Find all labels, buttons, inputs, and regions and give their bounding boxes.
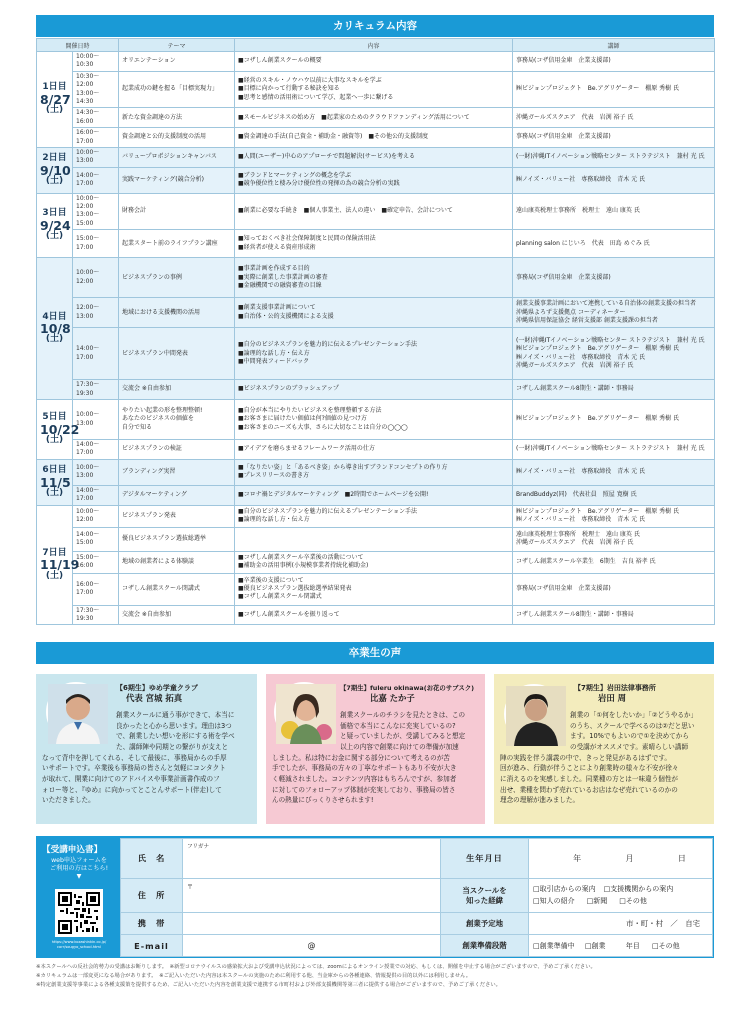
name-label: 氏 名	[121, 839, 183, 879]
session-content: ■自分が本当にやりたいビジネスを整理整頓する方法 ■お客さまに届けたい価値は何?価値の見つけ方 ■お客さまのニーズも大事、さらに大切なことは自分の◯◯◯	[235, 400, 513, 440]
day-label: 7日目 11/19 (土)	[37, 505, 73, 625]
session-instructor: (一財)沖縄ITイノベーション戦略センター ストラテジスト 兼村 光 氏 ㈱ビジョンプロジェクト Be.アグリゲーター 棚原 秀樹 氏 ㈱ノイズ・バリュー社 専務取締役 青木 元 氏 沖縄ガールズスクエア 代表 岩渕 裕子 氏	[513, 328, 715, 380]
form-side-title: 【受講申込書】	[42, 845, 103, 855]
graduate-card-1	[36, 674, 257, 824]
session-instructor: (一財)沖縄ITイノベーション戦略センター ストラテジスト 兼村 光 氏	[513, 147, 715, 167]
email-label: E-mail	[121, 935, 183, 957]
graduate-class-2: 【7期生】fuleru okinawa(お花のサブスク)	[340, 684, 475, 692]
curriculum-title: カリキュラム内容	[36, 15, 714, 37]
session-theme: 交流会 ※自由参加	[119, 605, 235, 625]
curriculum-table	[36, 38, 715, 625]
day-label: 5日目 10/22 (土)	[37, 400, 73, 460]
session-theme: ビジネスプランの事例	[119, 258, 235, 298]
session-content: ■アイデアを磨らませるフレームワーク活用の仕方	[235, 440, 513, 460]
stage-option-founded[interactable]: □創業	[584, 941, 606, 950]
session-theme: バリュープロポジションキャンバス	[119, 147, 235, 167]
birth-year-label: 年	[573, 854, 582, 863]
session-content	[235, 527, 513, 551]
session-time: 10:00〜13:00	[73, 147, 119, 167]
session-theme: ビジネスプラン中間発表	[119, 328, 235, 380]
source-option-friend[interactable]: □知人の紹介	[533, 896, 575, 905]
session-instructor: コザしん創業スクール卒業生 6期生 吉良 裕孝 氏	[513, 551, 715, 573]
stage-option-other[interactable]: □その他	[651, 941, 680, 950]
session-theme: 資金調達と公的支援制度の活用	[119, 128, 235, 148]
session-instructor: ㈱ビジョンプロジェクト Be.アグリゲーター 棚原 秀樹 氏	[513, 400, 715, 440]
curriculum-header-row	[37, 39, 715, 52]
birth-month-label: 月	[625, 854, 634, 863]
session-content: ■経営のスキル・ノウハウ以前に大事なスキルを学ぶ ■目標に向かって行動する秘訣を知る ■思考と感情の活用術について学び、起業へ一歩に繋げる	[235, 71, 513, 108]
curriculum-row	[37, 52, 715, 72]
graduate-heading-1	[116, 684, 198, 705]
curriculum-row	[37, 298, 715, 328]
session-theme: デジタルマーケティング	[119, 485, 235, 505]
session-content: ■知っておくべき社会保障制度と民間の保険活用法 ■経営者が使える資産形成術	[235, 230, 513, 258]
session-instructor: 遠山康英税理士事務所 税理士 遠山 康英 氏 沖縄ガールズスクエア 代表 岩渕 裕子 氏	[513, 527, 715, 551]
session-content: ■コザしん創業スクールの概要	[235, 52, 513, 72]
address-label: 住 所	[121, 879, 183, 913]
arrow-down-icon: ▼	[76, 873, 82, 881]
session-theme: ビジネスプランの検証	[119, 440, 235, 460]
curriculum-row	[37, 551, 715, 573]
session-instructor: 沖縄ガールズスクエア 代表 岩渕 裕子 氏	[513, 108, 715, 128]
session-instructor: ㈱ノイズ・バリュー社 専務取締役 青木 元 氏	[513, 167, 715, 193]
session-theme: 交流会 ※自由参加	[119, 380, 235, 400]
session-theme: ビジネスプラン発表	[119, 505, 235, 527]
source-label: 当スクールを 知った経緯	[441, 879, 529, 913]
session-time: 14:00〜17:00	[73, 328, 119, 380]
session-content: ■資金調達の手法(自己資金・補助金・融資等) ■その他公的支援制度	[235, 128, 513, 148]
session-theme: やりたい起業の形を整理整頓! あなたのビジネスの価値を 自分で知る	[119, 400, 235, 440]
qr-code-icon	[58, 892, 100, 934]
session-instructor: ㈱ビジョンプロジェクト Be.アグリゲーター 棚原 秀樹 氏	[513, 71, 715, 108]
curriculum-row	[37, 400, 715, 440]
name-field[interactable]	[183, 839, 441, 879]
form-grid	[120, 838, 713, 957]
session-time: 15:00〜16:00	[73, 551, 119, 573]
graduate-heading-2	[340, 684, 474, 704]
session-time: 14:30〜16:00	[73, 108, 119, 128]
curriculum-row	[37, 505, 715, 527]
graduates-title: 卒業生の声	[36, 642, 714, 664]
session-instructor: ㈱ビジョンプロジェクト Be.アグリゲーター 棚原 秀樹 氏 ㈱ノイズ・バリュー社 専務取締役 青木 元 氏	[513, 505, 715, 527]
graduate-text-1: 創業スクールに通う事ができて、本当に 良かったと心から思います。理由は3つ で、創業したい想いを形にする術を学べ た、講師陣や同期との繋がりが支えと なって背中を押してくれる、そして最後に、事務局からの手厚 いサポートです。卒業後も事務局の皆さんと気軽にコンタクト が取れて、開業に向けてのアドバイスや事業計画書作成のフ ォロー等と、『ゆめ』に向かってとことんサポート(伴走)して いただきました。	[42, 711, 235, 805]
stage-options[interactable]	[529, 935, 713, 957]
form-url[interactable]: https://www.kozashinkin.co.jp/ corr/sougyo_school.html	[51, 940, 107, 949]
session-content: ■コロナ禍とデジタルマーケティング ■2時間でホームページを公開!	[235, 485, 513, 505]
session-instructor: 事務局(コザ信用金庫 企業支援部)	[513, 52, 715, 72]
session-time: 10:00〜12:00 13:00〜15:00	[73, 193, 119, 230]
curriculum-row	[37, 328, 715, 380]
curriculum-row	[37, 459, 715, 485]
session-content: ■ビジネスプランのブラッシュアップ	[235, 380, 513, 400]
birth-day-label: 日	[677, 854, 686, 863]
session-instructor: 事務局(コザ信用金庫 企業支援部)	[513, 128, 715, 148]
furigana-label: フリガナ	[187, 844, 210, 850]
email-field[interactable]: @	[183, 935, 441, 957]
session-time: 14:00〜17:00	[73, 167, 119, 193]
session-instructor: ㈱ノイズ・バリュー社 専務取締役 青木 元 氏	[513, 459, 715, 485]
planned-location-field[interactable]: 市・町・村 ／ 自宅	[529, 913, 713, 935]
session-time: 10:00〜13:00	[73, 400, 119, 440]
session-theme: 起業成功の鍵を握る「目標実現力」	[119, 71, 235, 108]
day-label: 3日目 9/24 (土)	[37, 193, 73, 258]
session-time: 10:00〜10:30	[73, 52, 119, 72]
footnote-1: ※本スクールへの反社会的勢力の受講はお断りします。 ※新型コロナウイルスの感染拡大および受講申込状況によっては、zoomによるオンライン授業での対応、もしくは、開催を中止する場合がございますので、予めご了承ください。	[36, 964, 596, 970]
graduate-heading-3	[574, 684, 656, 705]
graduate-name-1: 代表 宮城 拓真	[126, 693, 183, 704]
curriculum-row	[37, 440, 715, 460]
session-time: 12:00〜13:00	[73, 298, 119, 328]
source-option-newspaper[interactable]: □新聞	[586, 896, 608, 905]
form-side-panel	[38, 838, 120, 956]
stage-option-preparing[interactable]: □創業準備中	[533, 941, 575, 950]
mobile-field[interactable]	[183, 913, 441, 935]
source-options[interactable]	[529, 879, 713, 913]
header-datetime: 開催日時	[37, 39, 119, 52]
session-content: ■事業計画を作成する目的 ■実際に創業した事業計画の審査 ■金融機関での融資審査の目線	[235, 258, 513, 298]
curriculum-row	[37, 128, 715, 148]
session-theme: 地域の創業者による体験談	[119, 551, 235, 573]
session-content: ■「なりたい姿」と「あるべき姿」から導き出すブランドコンセプトの作り方 ■プレスリリースの書き方	[235, 459, 513, 485]
source-option-other[interactable]: □その他	[619, 896, 647, 905]
session-instructor: 遠山康英税理士事務所 税理士 遠山 康英 氏	[513, 193, 715, 230]
session-content: ■創業支援事業計画について ■自治体・公的支援機関による支援	[235, 298, 513, 328]
session-time: 14:00〜15:00	[73, 527, 119, 551]
header-theme: テーマ	[119, 39, 235, 52]
birth-label: 生年月日	[441, 839, 529, 879]
curriculum-body	[37, 52, 715, 625]
session-instructor: planning salon にじいろ 代表 田島 めぐみ 氏	[513, 230, 715, 258]
curriculum-row	[37, 71, 715, 108]
session-instructor: BrandBuddyz(同) 代表社員 照屋 寛樹 氏	[513, 485, 715, 505]
curriculum-row	[37, 258, 715, 298]
session-content: ■スモールビジネスの始め方 ■起業家のためのクラウドファンディング活用について	[235, 108, 513, 128]
footnote-2: ※カリキュラムは一部変更になる場合があります。 ※ご記入いただいた内容は本スクールの実施のために利用する他、当金庫からの各種連絡、情報提供の目的以外には利用しません。	[36, 973, 472, 979]
graduate-card-2	[266, 674, 485, 824]
session-theme: 財務会計	[119, 193, 235, 230]
session-instructor: コザしん創業スクール8期生・講師・事務局	[513, 605, 715, 625]
session-content: ■人間(ユーザー)中心のアプローチで問題解決(サービス)を考える	[235, 147, 513, 167]
session-theme: 実践マーケティング(競合分析)	[119, 167, 235, 193]
graduate-class-1: 【6期生】ゆめ学童クラブ	[116, 684, 198, 692]
session-instructor: コザしん創業スクール8期生・講師・事務局	[513, 380, 715, 400]
session-instructor: (一財)沖縄ITイノベーション戦略センター ストラテジスト 兼村 光 氏	[513, 440, 715, 460]
application-form	[36, 836, 714, 958]
day-label: 6日目 11/5 (土)	[37, 459, 73, 505]
graduate-text-3: 創業の「①何をしたいか」「②どうやるか」 のうち、スクールで学べるのは②だと思い ます。10%でもよいので①を決めてから の受講がオススメです。素晴らしい講師 陣の実践を伴う講義の中で、きっと発見があるはずです。 回が進み、行動が伴うことにより創業時の様々な不安が徐々 に消えるのを実感しました。同業種の方とは一味違う個性が 出せ、業種を問わず売れているお店はなぜ売れているのかの 理念の理解が進みました。	[500, 711, 698, 805]
session-content: ■ブランドとマーケティングの概念を学ぶ ■競争優位性と棲み分け優位性の発揮の為の競合分析の実践	[235, 167, 513, 193]
postal-mark: 〒	[187, 884, 194, 891]
curriculum-row	[37, 167, 715, 193]
session-content: ■コザしん創業スクール卒業後の活動について ■補助金の活用事例(小規模事業者持続化補助金)	[235, 551, 513, 573]
session-time: 10:00〜12:00	[73, 505, 119, 527]
session-time: 17:30〜19:30	[73, 380, 119, 400]
session-instructor: 事務局(コザ信用金庫 企業支援部)	[513, 573, 715, 605]
mobile-label: 携 帯	[121, 913, 183, 935]
curriculum-row	[37, 193, 715, 230]
session-instructor: 創業支援事業計画において連携している自治体の創業支援の担当者 沖縄県よろず支援拠点 コーディネーター 沖縄県信用保証協会 経営支援部 創業支援課の担当者	[513, 298, 715, 328]
graduate-name-3: 岩田 周	[598, 693, 627, 704]
session-time: 17:30〜19:30	[73, 605, 119, 625]
header-content: 内容	[235, 39, 513, 52]
session-time: 16:00〜17:00	[73, 128, 119, 148]
session-time: 10:00〜12:00	[73, 258, 119, 298]
curriculum-row	[37, 230, 715, 258]
graduate-card-3	[494, 674, 714, 824]
session-time: 14:00〜17:00	[73, 485, 119, 505]
session-content: ■自分のビジネスプランを魅力的に伝えるプレゼンテーション手法 ■論理的な話し方・伝え方 ■中間発表フィードバック	[235, 328, 513, 380]
session-time: 10:00〜13:00	[73, 459, 119, 485]
birthdate-field[interactable]	[529, 839, 713, 879]
footnotes	[36, 963, 726, 990]
session-theme: 地域における支援機関の活用	[119, 298, 235, 328]
session-content: ■卒業後の支援について ■優良ビジネスプラン選抜総選挙結果発表 ■コザしん創業スクール閉講式	[235, 573, 513, 605]
stage-option-years: 年目	[625, 941, 640, 950]
curriculum-row	[37, 527, 715, 551]
stage-label: 創業準備段階	[441, 935, 529, 957]
planned-label: 創業予定地	[441, 913, 529, 935]
session-theme: コザしん創業スクール閉講式	[119, 573, 235, 605]
session-content: ■自分のビジネスプランを魅力的に伝えるプレゼンテーション手法 ■論理的な話し方・伝え方	[235, 505, 513, 527]
form-side-note: web申込フォームを ご利用の方はこちら! ▼	[38, 857, 120, 881]
session-content: ■創業に必要な手続き ■個人事業主、法人の違い ■確定申告、会計について	[235, 193, 513, 230]
session-content: ■コザしん創業スクールを振り返って	[235, 605, 513, 625]
curriculum-row	[37, 380, 715, 400]
session-theme: 起業スタート前のライフプラン講座	[119, 230, 235, 258]
address-field[interactable]	[183, 879, 441, 913]
session-time: 15:00〜17:00	[73, 230, 119, 258]
day-label: 1日目 8/27 (土)	[37, 52, 73, 148]
curriculum-row	[37, 147, 715, 167]
session-theme: 優良ビジネスプラン選抜総選挙	[119, 527, 235, 551]
curriculum-row	[37, 605, 715, 625]
session-theme: 新たな資金調達の方法	[119, 108, 235, 128]
curriculum-row	[37, 573, 715, 605]
graduate-class-3: 【7期生】岩田法律事務所	[574, 684, 656, 692]
footnote-3: ※特定創業支援等事業による各種支援策を提供するため、ご記入いただいた内容を創業支援で連携する市町村および外部支援機関等第三者に提供する場合がございますので、予めご了承ください。	[36, 982, 501, 988]
session-time: 16:00〜17:00	[73, 573, 119, 605]
source-option-support[interactable]: □支援機関からの案内	[603, 884, 674, 893]
curriculum-row	[37, 485, 715, 505]
qr-code[interactable]	[55, 889, 103, 937]
session-instructor: 事務局(コザ信用金庫 企業支援部)	[513, 258, 715, 298]
curriculum-row	[37, 108, 715, 128]
source-option-branch[interactable]: □取引店からの案内	[533, 884, 596, 893]
session-time: 10:30〜12:00 13:00〜14:30	[73, 71, 119, 108]
session-theme: ブランディング実習	[119, 459, 235, 485]
session-theme: オリエンテーション	[119, 52, 235, 72]
day-label: 2日目 9/10 (土)	[37, 147, 73, 193]
day-label: 4日目 10/8 (土)	[37, 258, 73, 400]
header-instructor: 講師	[513, 39, 715, 52]
graduate-name-2: 比嘉 たか子	[370, 692, 415, 703]
session-time: 14:00〜17:00	[73, 440, 119, 460]
graduate-text-2: 創業スクールのチラシを見たときは、この 価格で本当にこんなに充実しているの? と疑っていましたが、受講してみると想定 以上の内容で創業に向けての準備が加速 しました。私は特にお金に関する部分について考えるのが苦 手でしたが、事務局の方々の丁寧なサポートもあり不安が大き く軽減されました。コンテンツ内容はもちろんですが、参加者 に対してのフォローアップ体制が充実しており、事務局の皆さ んの熱量にびっくりさせられます!	[272, 711, 466, 805]
